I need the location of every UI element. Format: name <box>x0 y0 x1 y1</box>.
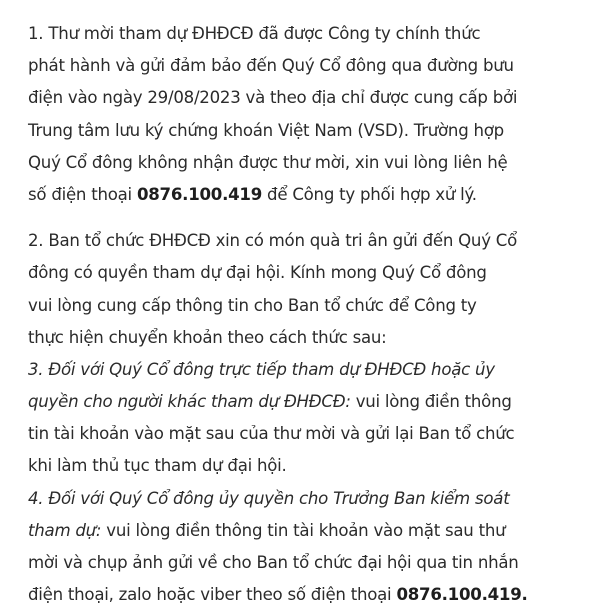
text-line: tin tài khoản vào mặt sau của thư mời và gửi lại Ban tổ chức <box>28 424 515 444</box>
text-line: điện vào ngày 29/08/2023 và theo địa chỉ được cung cấp bởi <box>28 88 518 108</box>
text-span: điện thoại, zalo hoặc viber theo số điện thoại <box>28 585 397 605</box>
text-line: Trung tâm lưu ký chứng khoán Việt Nam (VSD). Trường hợp <box>28 120 504 140</box>
paragraph-4 <box>28 483 588 611</box>
text-line: Quý Cổ đông không nhận được thư mời, xin vui lòng liên hệ <box>28 152 508 172</box>
text-line <box>28 579 588 611</box>
text-line: phát hành và gửi đảm bảo đến Quý Cổ đông qua đường bưu <box>28 56 514 76</box>
text-span: để Công ty phối hợp xử lý. <box>262 184 477 204</box>
paragraph-2 <box>28 225 588 354</box>
paragraph-gap <box>28 211 588 225</box>
text-line: mời và chụp ảnh gửi về cho Ban tổ chức đại hội qua tin nhắn <box>28 553 519 572</box>
text-span: số điện thoại <box>28 184 137 204</box>
text-line: 2. Ban tổ chức ĐHĐCĐ xin có món quà tri ân gửi đến Quý Cổ <box>28 231 518 251</box>
text-line: 3. Đối với Quý Cổ đông trực tiếp tham dự ĐHĐCĐ hoặc ủy <box>28 359 495 379</box>
text-line: thực hiện chuyển khoản theo cách thức sau: <box>28 327 387 347</box>
text-span: vui lòng điền thông <box>350 392 512 412</box>
text-line <box>28 386 588 418</box>
document-body <box>28 18 588 611</box>
text-line: 4. Đối với Quý Cổ đông ủy quyền cho Trưởng Ban kiểm soát <box>28 488 510 508</box>
italic-span: quyền cho người khác tham dự ĐHĐCĐ: <box>28 392 351 412</box>
paragraph-3 <box>28 354 588 483</box>
text-line <box>28 179 588 211</box>
phone-number: 0876.100.419. <box>396 585 528 605</box>
phone-number: 0876.100.419 <box>136 184 263 204</box>
text-line: đông có quyền tham dự đại hội. Kính mong Quý Cổ đông <box>28 263 487 283</box>
text-line <box>28 515 588 547</box>
text-line: 1. Thư mời tham dự ĐHĐCĐ đã được Công ty chính thức <box>28 24 481 43</box>
text-line: khi làm thủ tục tham dự đại hội. <box>28 456 287 476</box>
italic-span: tham dự: <box>28 520 102 540</box>
paragraph-1 <box>28 18 588 211</box>
text-line: vui lòng cung cấp thông tin cho Ban tổ chức để Công ty <box>28 295 477 315</box>
text-span: vui lòng điền thông tin tài khoản vào mặt sau thư <box>101 520 506 540</box>
